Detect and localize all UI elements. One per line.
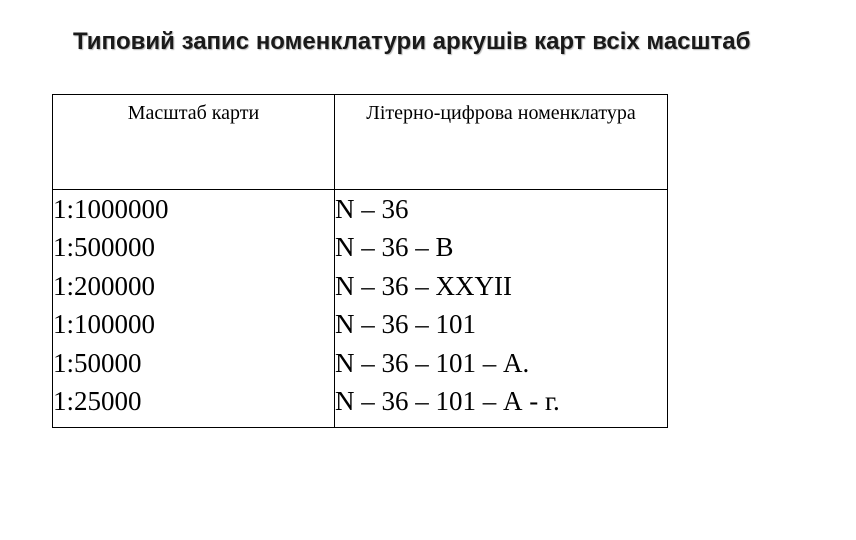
nomenclature-value: N – 36 – XXYII: [335, 270, 512, 301]
scale-value: 1:500000: [53, 232, 156, 263]
scale-value: 1:50000: [53, 347, 142, 378]
nomenclature-value: N – 36 – 101 – А - г.: [335, 386, 560, 417]
table-header-row: [53, 95, 668, 190]
scale-value: 1:100000: [53, 309, 156, 340]
scale-value: 1:200000: [53, 270, 156, 301]
scale-column: [53, 190, 335, 428]
header-nomenclature: Літерно-цифрова номенклатура: [335, 95, 668, 190]
nomenclature-value: N – 36 – 101 – А.: [335, 347, 530, 378]
nomenclature-column: [335, 190, 668, 428]
header-scale: Масштаб карти: [53, 95, 335, 190]
nomenclature-value: N – 36 – В: [335, 232, 454, 263]
scale-value: 1:1000000: [53, 194, 169, 224]
table-row: [53, 190, 668, 428]
nomenclature-value: N – 36 – 101: [335, 309, 476, 340]
nomenclature-value: N – 36: [335, 194, 409, 224]
nomenclature-table: [52, 94, 668, 428]
scale-value: 1:25000: [53, 386, 142, 417]
page-title: Типовий запис номенклатури аркушів карт всіх масштаб: [73, 28, 751, 55]
